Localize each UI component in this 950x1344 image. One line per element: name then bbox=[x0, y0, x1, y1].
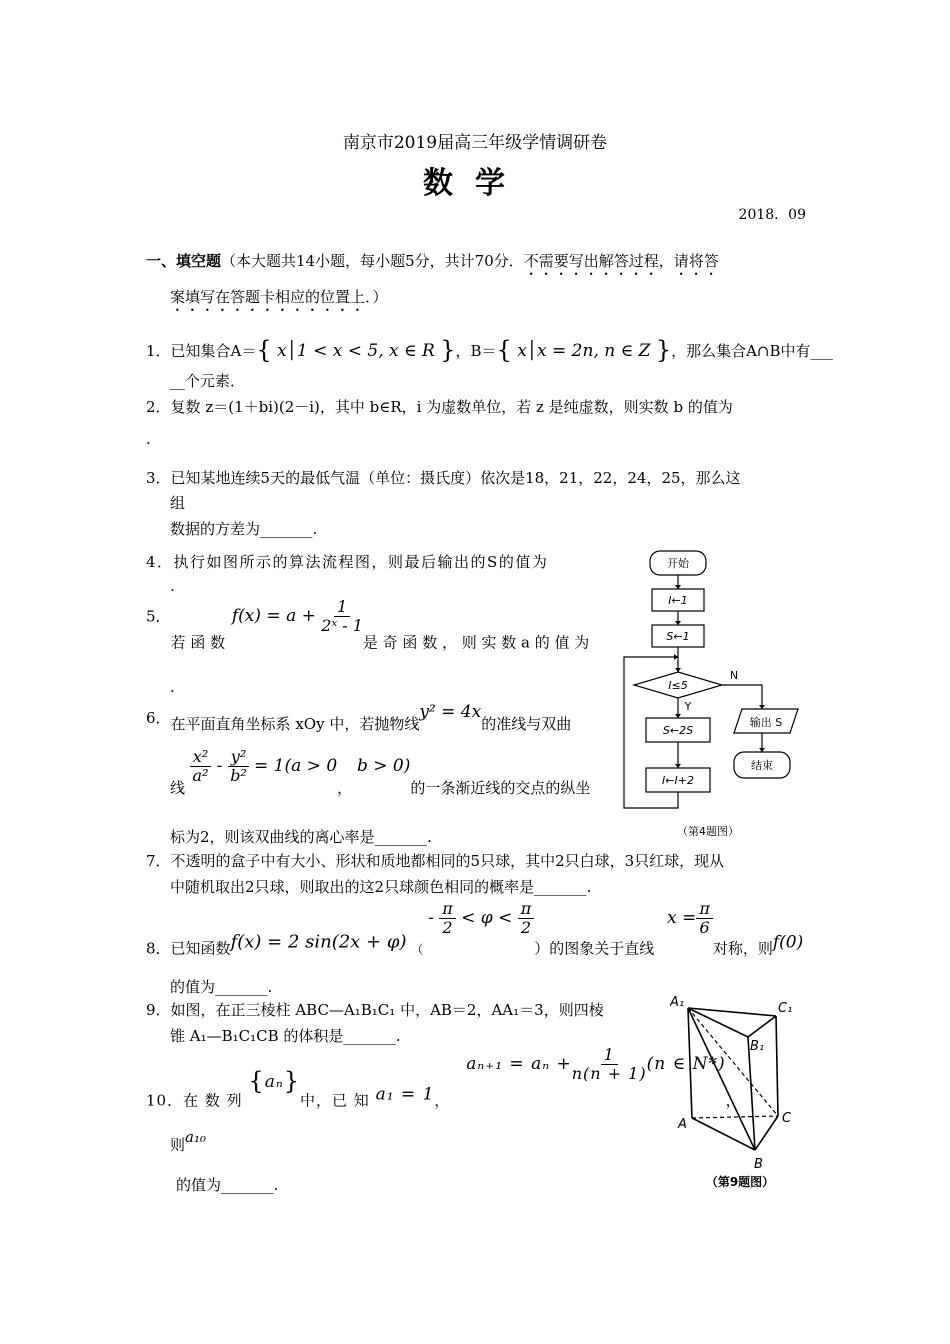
q1-text-b: ，B＝ bbox=[455, 342, 497, 360]
figure9-caption: （第9题图） bbox=[705, 1175, 775, 1189]
q6-parabola: y² = 4x bbox=[419, 702, 482, 722]
q9-number: 9． bbox=[146, 1001, 171, 1019]
flow-update-s-label: S←2S bbox=[662, 724, 694, 737]
flow-output-label: 输出 S bbox=[749, 716, 783, 729]
q6-frac-y bbox=[228, 748, 249, 786]
q1-set-b-body: x│x = 2n, n ∈ Z bbox=[517, 341, 651, 361]
section-intro: （本大题共14小题，每小题5分，共计70分． bbox=[221, 252, 524, 270]
question-10 bbox=[146, 1046, 742, 1110]
section-title: 一、填空题 bbox=[146, 252, 222, 270]
exam-title: 南京市2019届高三年级学情调研卷 bbox=[342, 133, 608, 153]
q6-text-d: 的一条渐近线的交点的纵坐 bbox=[410, 778, 591, 797]
q2-tail: . bbox=[146, 430, 151, 448]
q5-tail: . bbox=[170, 678, 175, 696]
q8-text-a: 已知函数 bbox=[170, 939, 231, 958]
question-6 bbox=[146, 702, 571, 734]
q10-number: 10． bbox=[146, 1091, 184, 1110]
edge-a1a bbox=[688, 1008, 692, 1118]
q3-text: 已知某地连续5天的最低气温（单位：摄氏度）依次是18，21，22，24，25，那么这 bbox=[170, 469, 741, 487]
q6-frac-x-num: x² bbox=[190, 748, 211, 767]
q9-line2: 锥 A₁—B₁C₁CB 的体积是_______. bbox=[170, 1027, 401, 1045]
flowchart-figure bbox=[618, 545, 808, 845]
exam-subject: 数学 bbox=[423, 166, 527, 201]
q3-number: 3． bbox=[146, 469, 171, 487]
edge-b1c1 bbox=[748, 1016, 776, 1037]
q8-text-d: 对称，则 bbox=[712, 939, 773, 958]
edge-ac bbox=[692, 1116, 778, 1118]
q10-frac-num: 1 bbox=[601, 1046, 618, 1065]
q6-comma: ， bbox=[337, 778, 353, 797]
q10-rtail: (n ∈ N*) bbox=[646, 1054, 726, 1075]
q10-a10: a₁₀ bbox=[185, 1128, 206, 1146]
q7-text: 不透明的盒子中有大小、形状和质地都相同的5只球，其中2只白球，3只红球，现从 bbox=[170, 852, 725, 870]
q5-fx: f(x) = a + bbox=[231, 606, 316, 627]
question-9 bbox=[146, 999, 604, 1020]
q1-text-c: ，那么集合A∩B中有___ bbox=[671, 342, 834, 360]
q9-text: 如图，在正三棱柱 ABC—A₁B₁C₁ 中，AB＝2，AA₁＝3，则四棱 bbox=[170, 1001, 604, 1019]
q10-an: aₙ bbox=[264, 1072, 284, 1093]
question-4 bbox=[146, 551, 548, 572]
q1-number: 1． bbox=[146, 342, 171, 360]
flow-yes-label: Y bbox=[684, 700, 692, 713]
question-8 bbox=[146, 900, 803, 958]
section-intro-end: ．） bbox=[365, 288, 388, 306]
q1-set-a bbox=[256, 336, 456, 364]
q6-frac-x bbox=[190, 748, 211, 786]
q6-frac-x-den: a² bbox=[192, 766, 209, 786]
brace-icon: { bbox=[496, 336, 512, 364]
q8-xeq: x = bbox=[667, 908, 697, 929]
q8-frac-left: $\frac{\pi}{2}$ bbox=[439, 900, 456, 938]
flow-start-label: 开始 bbox=[667, 557, 689, 570]
q10-text-e: 则 bbox=[170, 1136, 186, 1154]
exam-date: 2018．09 bbox=[738, 207, 806, 223]
q8-function: f(x) = 2 sin(2x + φ) bbox=[230, 931, 407, 953]
q6-line2 bbox=[170, 748, 590, 798]
question-2 bbox=[146, 396, 733, 417]
q3-line3: 数据的方差为_______. bbox=[170, 520, 318, 538]
q8-text-e: 的值为_______. bbox=[170, 978, 273, 996]
edge-ab bbox=[692, 1118, 755, 1150]
q6-text-b: 的准线与双曲 bbox=[481, 715, 572, 733]
q6-number: 6． bbox=[146, 709, 171, 727]
q5-frac-den: 2ˣ - 1 bbox=[321, 616, 363, 636]
q5-frac-num: 1 bbox=[334, 598, 350, 617]
q4-tail: . bbox=[170, 577, 175, 595]
question-3 bbox=[146, 467, 741, 488]
q8-range: - $\frac{\pi}{2}$ < φ < $\frac{\pi}{2}$ bbox=[428, 908, 534, 928]
brace-icon: } bbox=[440, 336, 456, 364]
brace-icon: } bbox=[655, 336, 672, 364]
brace-icon: { bbox=[256, 336, 272, 364]
q7-number: 7． bbox=[146, 852, 171, 870]
q8-f0: f(0) bbox=[772, 932, 804, 953]
q3-line2: 组 bbox=[170, 494, 186, 512]
flow-init-i-label: I←1 bbox=[668, 594, 688, 607]
q1-set-b bbox=[496, 336, 672, 364]
q10-frac-den: n(n + 1) bbox=[571, 1064, 647, 1084]
q6-frac-y-den: b² bbox=[230, 766, 247, 786]
prism-figure bbox=[670, 992, 810, 1192]
q8-text-b: （ bbox=[411, 942, 424, 957]
figure4-caption: （第4题图） bbox=[677, 825, 739, 838]
q8-frac-line: $\frac{\pi}{6}$ bbox=[696, 900, 713, 938]
q4-number: 4． bbox=[146, 553, 174, 571]
question-1 bbox=[146, 336, 833, 364]
q6-minus: - bbox=[211, 755, 228, 776]
q5-text-b: 是 奇 函 数 ， 则 实 数 a 的 值 为 bbox=[362, 633, 590, 652]
q8-text-c: ）的图象关于直线 bbox=[534, 939, 655, 958]
edge-bc bbox=[755, 1116, 778, 1150]
flow-end-label: 结束 bbox=[751, 759, 773, 772]
label-a: A bbox=[678, 1117, 687, 1132]
q1-text-d: __个元素． bbox=[170, 372, 246, 390]
section-intro-line2 bbox=[170, 286, 388, 315]
q10-text-f: 的值为_______. bbox=[176, 1176, 279, 1194]
q10-sequence bbox=[248, 1067, 301, 1096]
label-a1: A₁ bbox=[670, 995, 685, 1010]
q10-line2 bbox=[170, 1128, 206, 1155]
edge-c1c bbox=[776, 1016, 778, 1116]
q10-rec: aₙ₊₁ = aₙ + bbox=[466, 1054, 572, 1075]
q10-text-c: ， bbox=[434, 1091, 451, 1110]
question-7 bbox=[146, 850, 724, 871]
q10-text-d: ， bbox=[725, 1091, 742, 1110]
q5-fraction bbox=[321, 598, 363, 636]
brace-icon: } bbox=[283, 1067, 301, 1096]
q10-text-a: 在 数 列 bbox=[183, 1091, 243, 1110]
q1-text-a: 已知集合A＝ bbox=[170, 342, 257, 360]
q10-frac bbox=[572, 1046, 647, 1084]
q6-hyperbola-b: b > 0) bbox=[356, 755, 411, 776]
q6-text-a: 在平面直角坐标系 xOy 中，若抛物线 bbox=[170, 715, 420, 733]
q6-hyperbola: = 1(a > 0 bbox=[254, 755, 338, 776]
q5-number: 5． bbox=[146, 607, 171, 626]
q1-set-a-body: x│1 < x < 5, x ∈ R bbox=[277, 341, 435, 361]
q10-text-b: 中，已 知 bbox=[300, 1091, 370, 1110]
section-intro-dotted-1: 不需要写出解答过程，请将答 bbox=[523, 252, 719, 270]
flow-update-i-label: I←I+2 bbox=[662, 774, 694, 787]
label-c: C bbox=[782, 1111, 792, 1126]
q4-text: 执行如图所示的算法流程图，则最后输出的S的值为 bbox=[173, 553, 549, 571]
question-5 bbox=[146, 598, 589, 652]
q8-frac-right: $\frac{\pi}{2}$ bbox=[518, 900, 535, 938]
section-intro-dotted-2: 案填写在答题卡相应的位置上 bbox=[170, 288, 366, 306]
q2-text: 复数 z＝(1＋bi)(2－i)，其中 b∈R，i 为虚数单位，若 z 是纯虚数，则实数 b 的值为 bbox=[170, 398, 733, 416]
q8-number: 8． bbox=[146, 939, 171, 958]
flow-no-label: N bbox=[729, 669, 739, 682]
q7-line2: 中随机取出2只球，则取出的这2只球颜色相同的概率是_______. bbox=[170, 878, 592, 896]
q10-a1: a₁ = 1 bbox=[375, 1084, 435, 1105]
q6-frac-y-num: y² bbox=[228, 748, 249, 767]
flow-cond-label: I≤5 bbox=[668, 679, 688, 692]
q6-text-e: 标为2，则该双曲线的离心率是_______. bbox=[170, 828, 432, 846]
q6-text-c: 线 bbox=[170, 778, 186, 797]
q5-text-a: 若 函 数 bbox=[170, 633, 226, 652]
q8-line bbox=[667, 899, 713, 938]
label-b: B bbox=[754, 1157, 763, 1172]
section-intro-line1 bbox=[146, 250, 719, 279]
label-b1: B₁ bbox=[750, 1039, 765, 1054]
q5-function bbox=[231, 597, 363, 636]
label-c1: C₁ bbox=[778, 1001, 793, 1016]
brace-icon: { bbox=[248, 1067, 265, 1096]
flow-init-s-label: S←1 bbox=[666, 630, 690, 643]
edge-a1b bbox=[688, 1008, 755, 1150]
q2-number: 2． bbox=[146, 398, 171, 416]
